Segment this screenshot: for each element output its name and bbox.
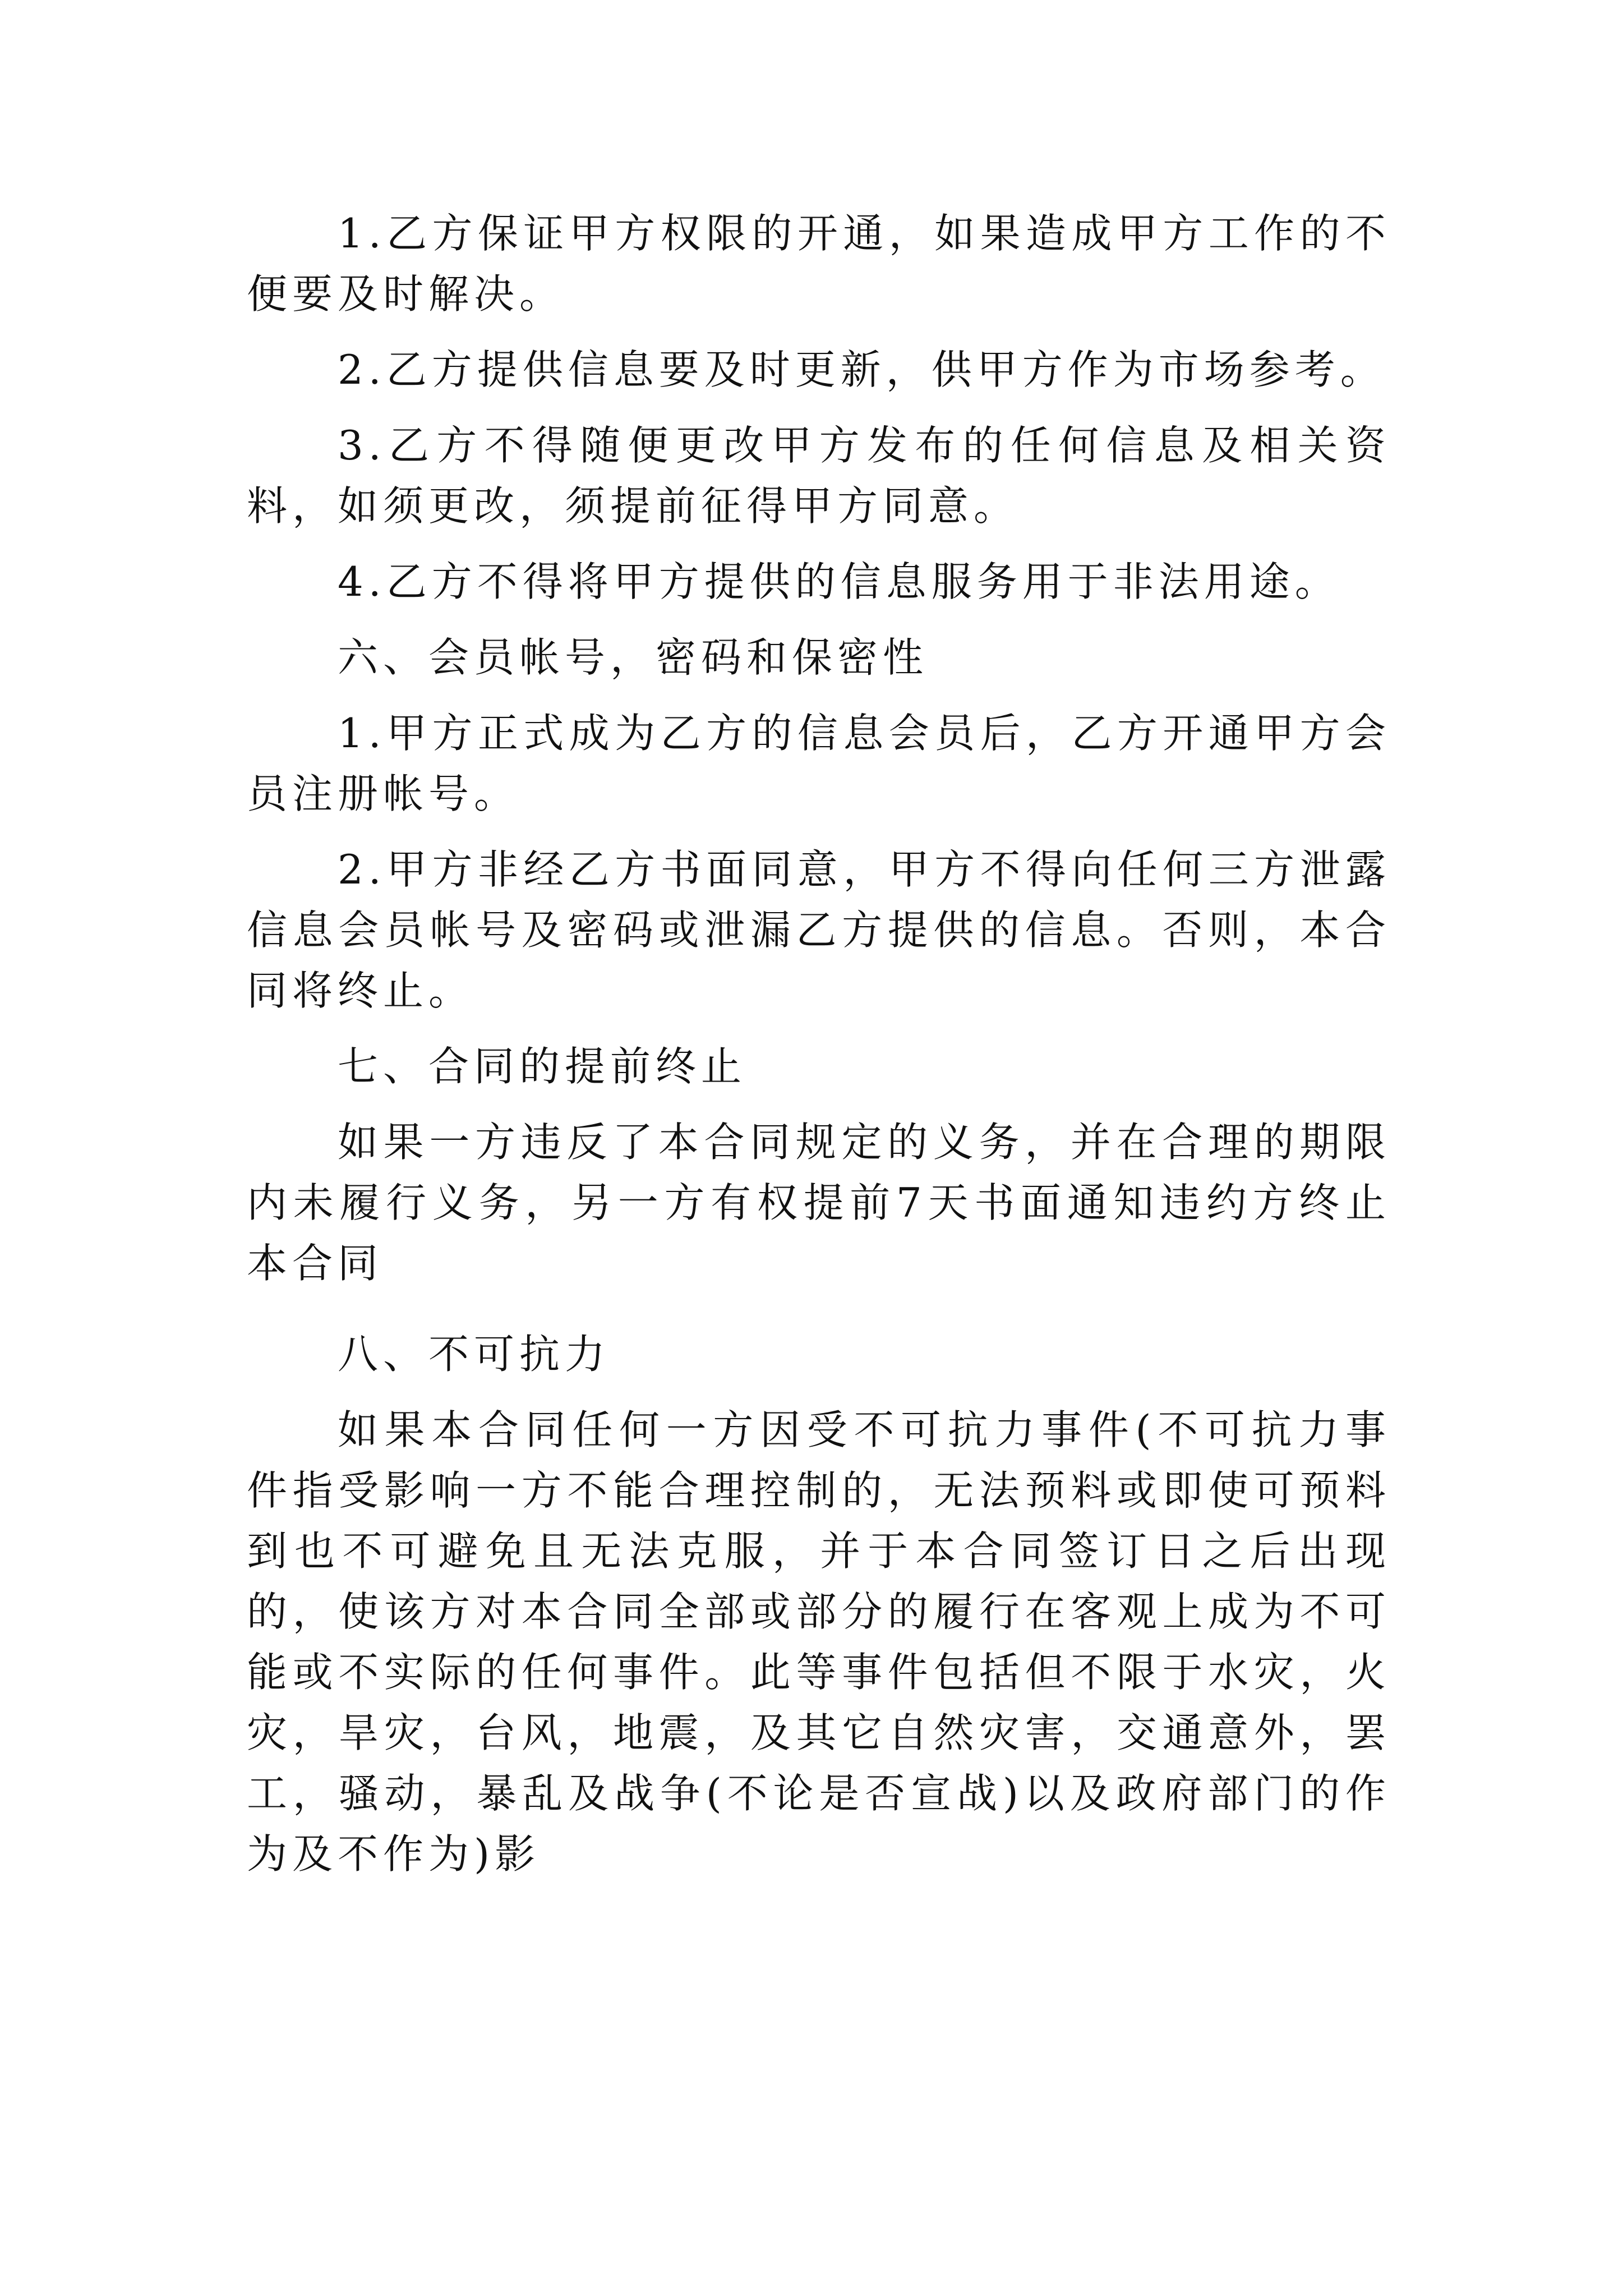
clause-8-body: 如果本合同任何一方因受不可抗力事件(不可抗力事件指受影响一方不能合理控制的，无法预料或即使可预料到也不可避免且无法克服，并于本合同签订日之后出现的，使该方对本合同全部或部分的履行在客观上成为不可能或不实际的任何事件。此等事件包括但不限于水灾，火灾，旱灾，台风，地震，及其它自然灾害，交通意外，罢工，骚动，暴乱及战争(不论是否宣战)以及政府部门的作为及不作为)影: [247, 1406, 1391, 1878]
clause-7-body: 如果一方违反了本合同规定的义务，并在合理的期限内未履行义务，另一方有权提前7天书面通知违约方终止本合同: [247, 1119, 1391, 1287]
clause-5-item-2: 2.乙方提供信息要及时更新，供甲方作为市场参考。: [338, 346, 1386, 393]
section-heading-7: 七、合同的提前终止: [338, 1043, 747, 1090]
clause-5-item-3: 3.乙方不得随便更改甲方发布的任何信息及相关资料，如须更改，须提前征得甲方同意。: [247, 422, 1391, 530]
clause-6-item-2: 2.甲方非经乙方书面同意，甲方不得向任何三方泄露信息会员帐号及密码或泄漏乙方提供的信息。否则，本合同将终止。: [247, 846, 1391, 1014]
clause-6-item-1: 1.甲方正式成为乙方的信息会员后，乙方开通甲方会员注册帐号。: [247, 710, 1391, 817]
document-body: [247, 203, 1391, 1899]
section-heading-8: 八、不可抗力: [338, 1331, 611, 1378]
section-heading-6: 六、会员帐号，密码和保密性: [338, 634, 929, 681]
clause-5-item-1: 1.乙方保证甲方权限的开通，如果造成甲方工作的不便要及时解决。: [247, 210, 1391, 318]
clause-5-item-4: 4.乙方不得将甲方提供的信息服务用于非法用途。: [338, 558, 1340, 605]
